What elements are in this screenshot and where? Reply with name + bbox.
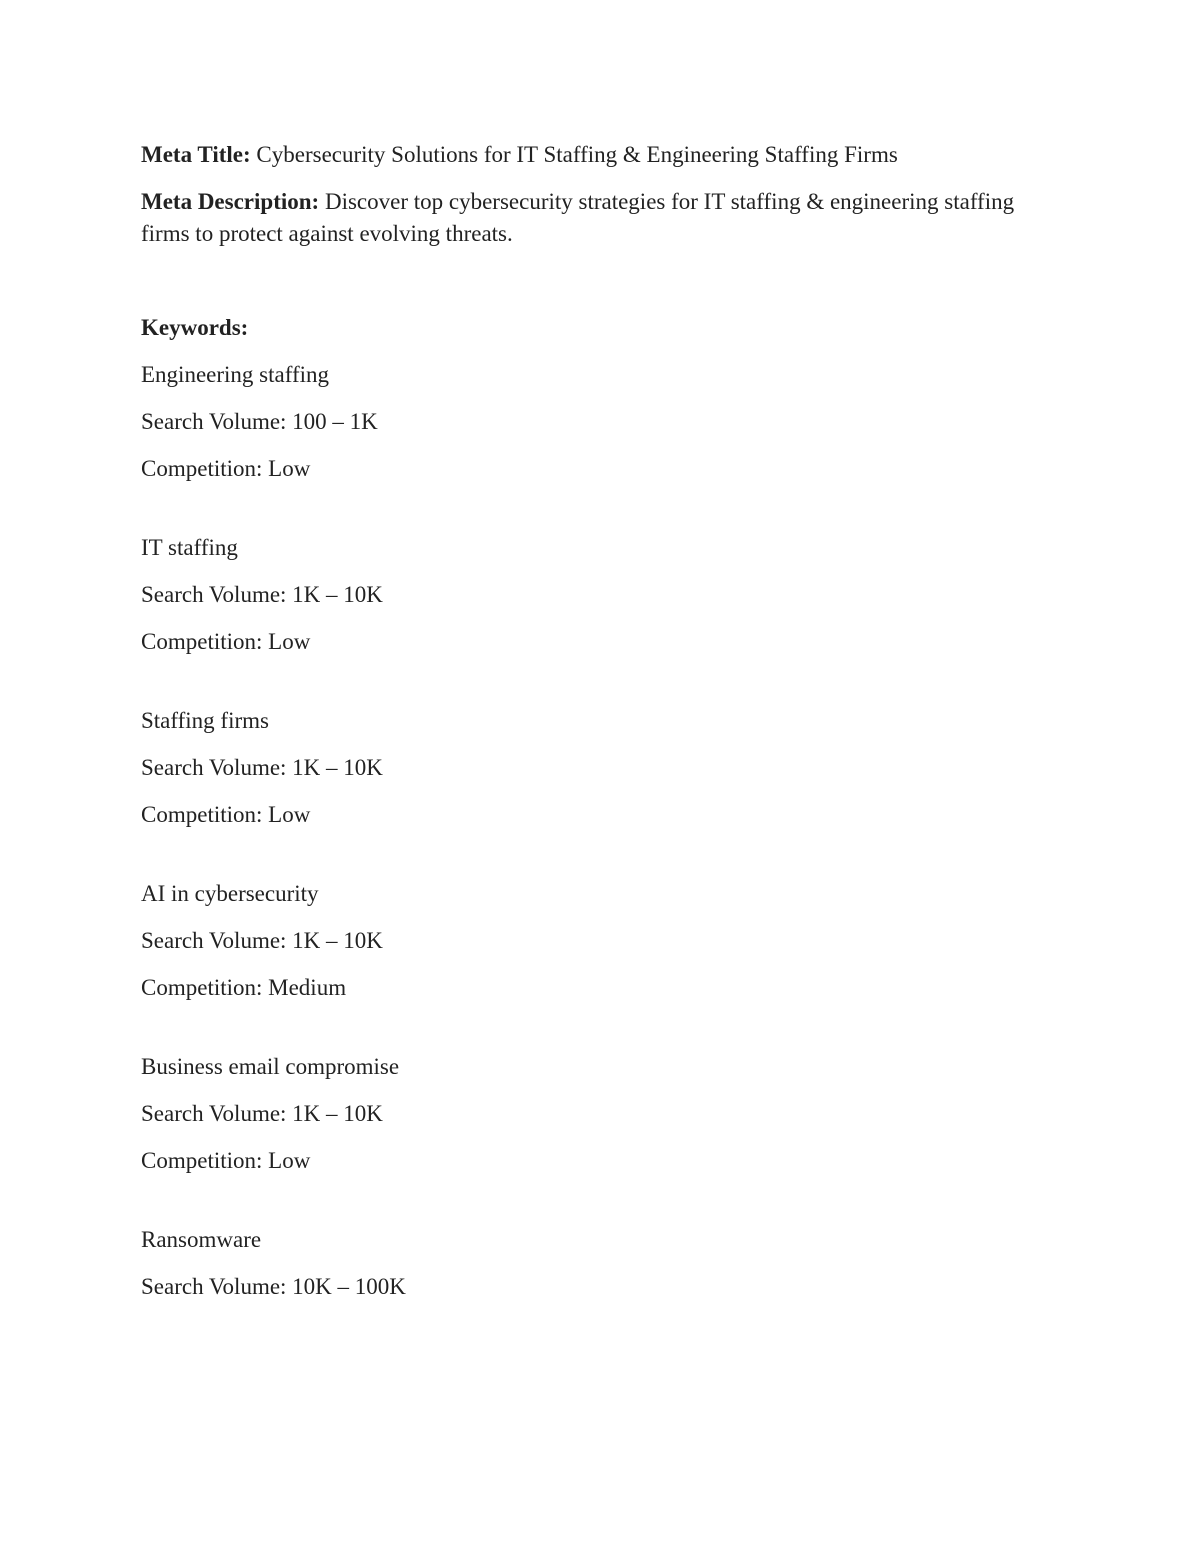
keyword-entry: [141, 359, 1061, 485]
keyword-search-volume: Search Volume: 1K – 10K: [141, 755, 383, 780]
keyword-search-volume: Search Volume: 1K – 10K: [141, 928, 383, 953]
keyword-search-volume: Search Volume: 1K – 10K: [141, 1101, 383, 1126]
keyword-search-volume: Search Volume: 1K – 10K: [141, 582, 383, 607]
keyword-entry: [141, 878, 1061, 1004]
keyword-entry: [141, 705, 1061, 831]
keyword-search-volume: Search Volume: 100 – 1K: [141, 409, 378, 434]
keyword-name: Engineering staffing: [141, 362, 329, 387]
keyword-competition: Competition: Low: [141, 1148, 311, 1173]
keyword-entry: [141, 532, 1061, 658]
meta-description-label: Meta Description:: [141, 189, 320, 214]
meta-description-line: [141, 186, 1061, 250]
keyword-search-volume: Search Volume: 10K – 100K: [141, 1274, 406, 1299]
document-page: [141, 139, 1061, 1350]
meta-title-label: Meta Title:: [141, 142, 251, 167]
keyword-competition: Competition: Medium: [141, 975, 347, 1000]
keyword-entry: [141, 1224, 1061, 1303]
meta-title-value: Cybersecurity Solutions for IT Staffing & Engineering Staffing Firms: [250, 142, 898, 167]
keyword-name: IT staffing: [141, 535, 238, 560]
keyword-name: Ransomware: [141, 1227, 262, 1252]
meta-title-line: [141, 139, 1061, 171]
keyword-entry: [141, 1051, 1061, 1177]
keyword-competition: Competition: Low: [141, 456, 311, 481]
keyword-name: AI in cybersecurity: [141, 881, 319, 906]
meta-description-value: Discover top cybersecurity strategies for IT staffing & engineering staffing firms to protect against evolving threats.: [141, 189, 1015, 246]
keyword-competition: Competition: Low: [141, 802, 311, 827]
keyword-name: Staffing firms: [141, 708, 269, 733]
keyword-name: Business email compromise: [141, 1054, 400, 1079]
keyword-competition: Competition: Low: [141, 629, 311, 654]
keywords-heading: Keywords:: [141, 315, 249, 340]
